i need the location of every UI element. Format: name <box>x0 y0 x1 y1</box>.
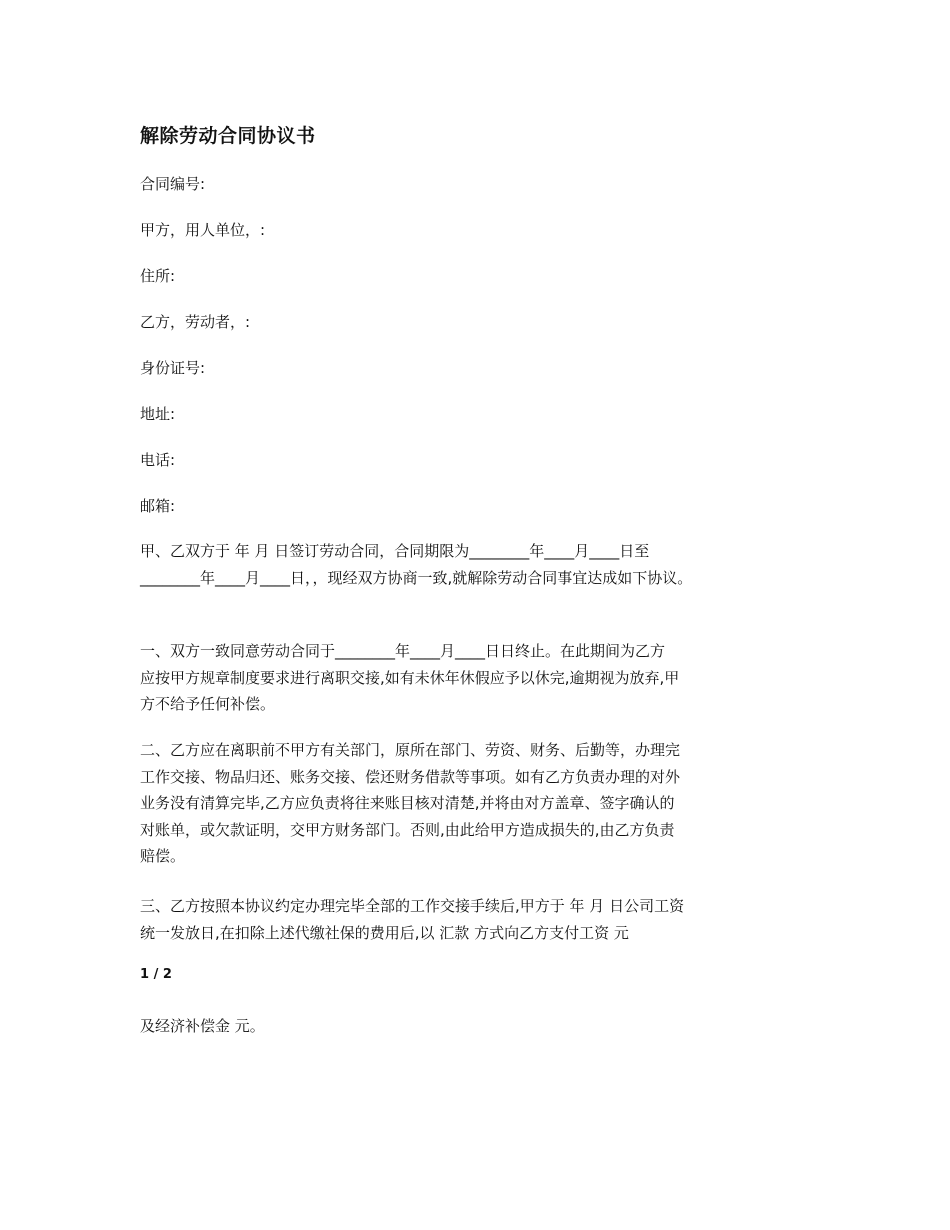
paragraph-line: 二、乙方应在离职前不甲方有关部门，原所在部门、劳资、财务、后勤等，办理完 <box>140 741 681 759</box>
party-b-field: 乙方，劳动者，: <box>140 313 251 331</box>
paragraph-line: 对账单，或欠款证明，交甲方财务部门。否则,由此给甲方造成损失的,由乙方负责 <box>140 820 675 839</box>
paragraph-line: 应按甲方规章制度要求进行离职交接,如有未休年休假应予以休完,逾期视为放弃,甲 <box>140 668 680 687</box>
paragraph-line: ________年____月____日，，现经双方协商一致,就解除劳动合同事宜达成如下协议。 <box>140 568 693 587</box>
paragraph-line: 甲、乙双方于 年 月 日签订劳动合同，合同期限为________年____月____日至 <box>140 542 650 560</box>
clause-3-paragraph <box>140 893 830 946</box>
address-field: 住所: <box>140 267 176 285</box>
paragraph-line: 统一发放日,在扣除上述代缴社保的费用后,以 汇款 方式向乙方支付工资 元 <box>140 923 629 942</box>
paragraph-line: 三、乙方按照本协议约定办理完毕全部的工作交接手续后,甲方于 年 月 日公司工资 <box>140 897 685 915</box>
paragraph-line: 工作交接、物品归还、账务交接、偿还财务借款等事项。如有乙方负责办理的对外 <box>140 767 681 786</box>
email-field: 邮箱: <box>140 497 176 515</box>
id-number-field: 身份证号: <box>140 359 206 377</box>
phone-field: 电话: <box>140 451 176 469</box>
location-field: 地址: <box>140 405 176 423</box>
contract-number-field: 合同编号: <box>140 175 206 193</box>
page-number: 1 / 2 <box>140 967 172 982</box>
document-title: 解除劳动合同协议书 <box>140 125 316 147</box>
intro-paragraph <box>140 538 830 591</box>
clause-2-paragraph <box>140 737 830 870</box>
paragraph-line: 方不给予任何补偿。 <box>140 695 276 713</box>
paragraph-line: 一、双方一致同意劳动合同于________年____月____日日终止。在此期间为乙方 <box>140 642 666 660</box>
party-a-field: 甲方，用人单位，: <box>140 221 266 239</box>
paragraph-line: 赔偿。 <box>140 847 186 865</box>
continuation-text: 及经济补偿金 元。 <box>140 1017 265 1035</box>
paragraph-line: 业务没有清算完毕,乙方应负责将往来账目核对清楚,并将由对方盖章、签字确认的 <box>140 794 675 812</box>
clause-1-paragraph <box>140 638 830 718</box>
